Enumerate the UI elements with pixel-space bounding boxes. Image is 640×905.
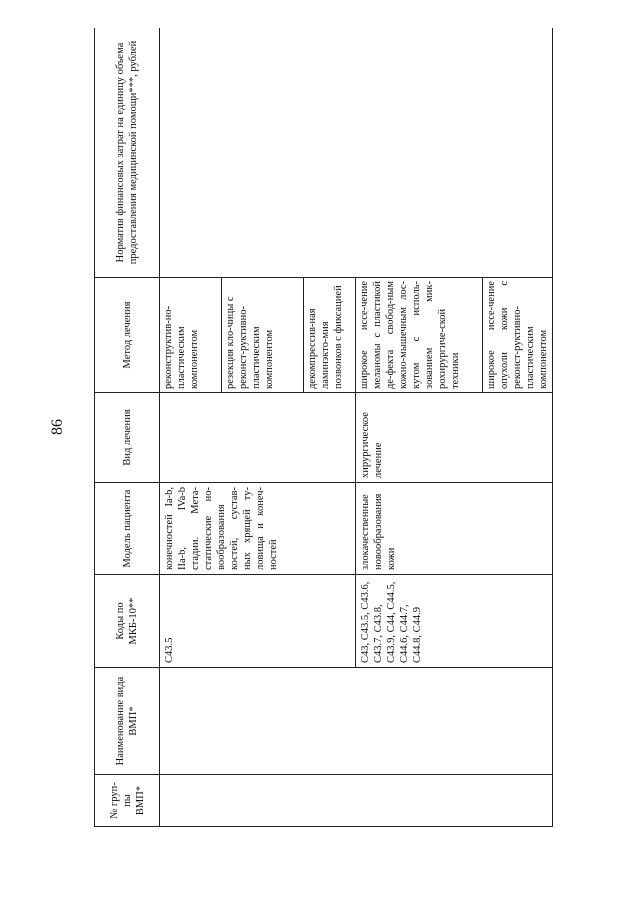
cell-codes: C43.5 <box>160 575 356 668</box>
method-item: широкое иссе-чение опухоли кожи с реконст-руктивно-пластическим компонентом <box>486 281 549 389</box>
method-list <box>356 278 552 392</box>
cell-treatment-type: хирургическое лечение <box>356 393 553 483</box>
cell-treatment-type <box>160 393 356 483</box>
method-list <box>160 278 347 392</box>
page-number: 86 <box>49 419 66 435</box>
header-vmp-name: Наименование вида ВМП* <box>95 668 160 775</box>
header-cost-norm: Норматив финансовых затрат на единицу объема предоставления медицинской помощи***, рублей <box>95 28 160 278</box>
cell-methods <box>356 278 553 393</box>
method-item: резекция кло-чицы с реконст-руктивно-пластическим компонентом <box>222 278 304 392</box>
cell-cost-norm <box>160 28 553 278</box>
header-group-no: № груп-пы ВМП* <box>95 775 160 827</box>
header-patient-model: Модель пациента <box>95 483 160 575</box>
cell-patient-model: конечностей Ia-b, IIa-b, IVa-b стадии. Мета-статические но-вообразования костей, сустав-ных хрящей ту-ловища и конеч-ностей <box>160 483 356 575</box>
header-row <box>95 28 160 827</box>
cell-vmp-name <box>160 668 553 775</box>
method-item: декомпрессив-ная ламинэкто-мия позвонков с фиксацией <box>307 285 344 389</box>
method-item: реконструктив-но-пластическим компонентом <box>160 278 222 392</box>
method-item: широкое иссе-чение меланомы с пластикой де-фекта свобод-ным кожно-мышечным лос-кутом с исполь-зованием мик-рохирургиче-ской техники <box>356 278 483 392</box>
cell-methods <box>160 278 356 393</box>
table-sheet <box>94 28 553 827</box>
vmp-table <box>94 28 553 827</box>
table-row <box>160 28 356 827</box>
header-treatment-method: Метод лечения <box>95 278 160 393</box>
rotated-table-area <box>94 28 553 827</box>
cell-patient-model: злокачественные новообразования кожи <box>356 483 553 575</box>
cell-codes: C43, C43.5, C43.6, C43.7, C43.8, C43.9, C44, C44.5, C44.6, C44.7, C44.8, C44.9 <box>356 575 553 668</box>
header-treatment-type: Вид лечения <box>95 393 160 483</box>
cell-group-no <box>160 775 553 827</box>
header-icd-codes: Коды по МКБ-10** <box>95 575 160 668</box>
